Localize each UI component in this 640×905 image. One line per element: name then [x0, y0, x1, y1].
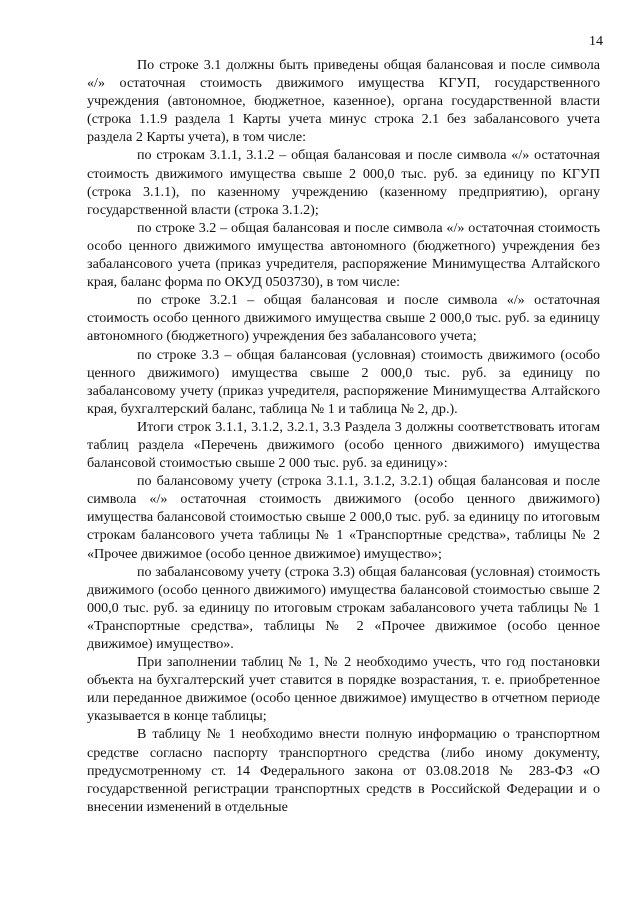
paragraph-line-3-3: по строке 3.3 – общая балансовая (условная) стоимость движимого (особо ценного движимого) имущества свыше 2 000,0 тыс. руб. за единицу по забалансовому учету (приказ учредителя, распоряжение Минимущества Алтайского края, бухгалтерский баланс, таблица № 1 и таблица № 2, др.). [87, 346, 600, 417]
paragraph-line-3-2: по строке 3.2 – общая балансовая и после символа «/» остаточная стоимость особо ценного движимого имущества автономного (бюджетного) учреждения без забалансового учета (приказ учредителя, распоряжение Минимущества Алтайского края, баланс форма по ОКУД 0503730), в том числе: [87, 219, 600, 291]
paragraph-line-3-2-1: по строке 3.2.1 – общая балансовая и после символа «/» остаточная стоимость особо ценного движимого имущества свыше 2 000,0 тыс. руб. за единицу автономного (бюджетного) учреждения без забалансового учета; [87, 292, 600, 345]
paragraph-off-balance-accounting: по забалансовому учету (строка 3.3) общая балансовая (условная) стоимость движимого (особо ценного движимого) имущества балансовой стоимостью свыше 2 000,0 тыс. руб. за единицу по итоговым строкам забалансового учета таблицы № 1 «Транспортные средства», таблицы № 2 «Прочее движимое (особо ценное движимое) имущество». [87, 563, 600, 652]
paragraph-tables-filling: При заполнении таблиц № 1, № 2 необходимо учесть, что год постановки объекта на бухгалтерский учет ставится в порядке возрастания, т. е. приобретенное или переданное движимое (особо ценное движимое) имущество в отчетном периоде указывается в конце таблицы; [87, 654, 600, 725]
paragraph-line-3-1: По строке 3.1 должны быть приведены общая балансовая и после символа «/» остаточная стоимость движимого имущества КГУП, государственного учреждения (автономное, бюджетное, казенное), органа государственной власти (строка 1.1.9 раздела 1 Карты учета минус строка 2.1 без забалансового учета раздела 2 Карты учета), в том числе: [87, 57, 600, 146]
paragraph-table-1-vehicles: В таблицу № 1 необходимо внести полную информацию о транспортном средстве согласно паспорту транспортного средства (либо иному документу, предусмотренному ст. 14 Федерального закона от 03.08.2018 № 283-ФЗ «О государственной регистрации транспортных средств в Российской Федерации и о внесении изменений в отдельные [87, 726, 600, 815]
paragraph-balance-accounting: по балансовому учету (строка 3.1.1, 3.1.2, 3.2.1) общая балансовая и после символа «/» остаточная стоимость движимого (особо ценного движимого) имущества балансовой стоимостью свыше 2 000,0 тыс. руб. за единицу по итоговым строкам балансового учета таблицы № 1 «Транспортные средства», таблицы № 2 «Прочее движимое (особо ценное движимое) имущество»; [87, 473, 600, 562]
document-body [87, 56, 600, 816]
page-number: 14 [589, 34, 603, 49]
paragraph-lines-3-1-1-3-1-2: по строкам 3.1.1, 3.1.2 – общая балансовая и после символа «/» остаточная стоимость движимого имущества свыше 2 000,0 тыс. руб. за единицу по КГУП (строка 3.1.1), по казенному учреждению (казенному предприятию), органу государственной власти (строка 3.1.2); [87, 147, 600, 218]
paragraph-totals-section-3: Итоги строк 3.1.1, 3.1.2, 3.2.1, 3.3 Раздела 3 должны соответствовать итогам таблиц раздела «Перечень движимого (особо ценного движимого) имущества балансовой стоимостью свыше 2 000 тыс. руб. за единицу»: [87, 418, 600, 472]
